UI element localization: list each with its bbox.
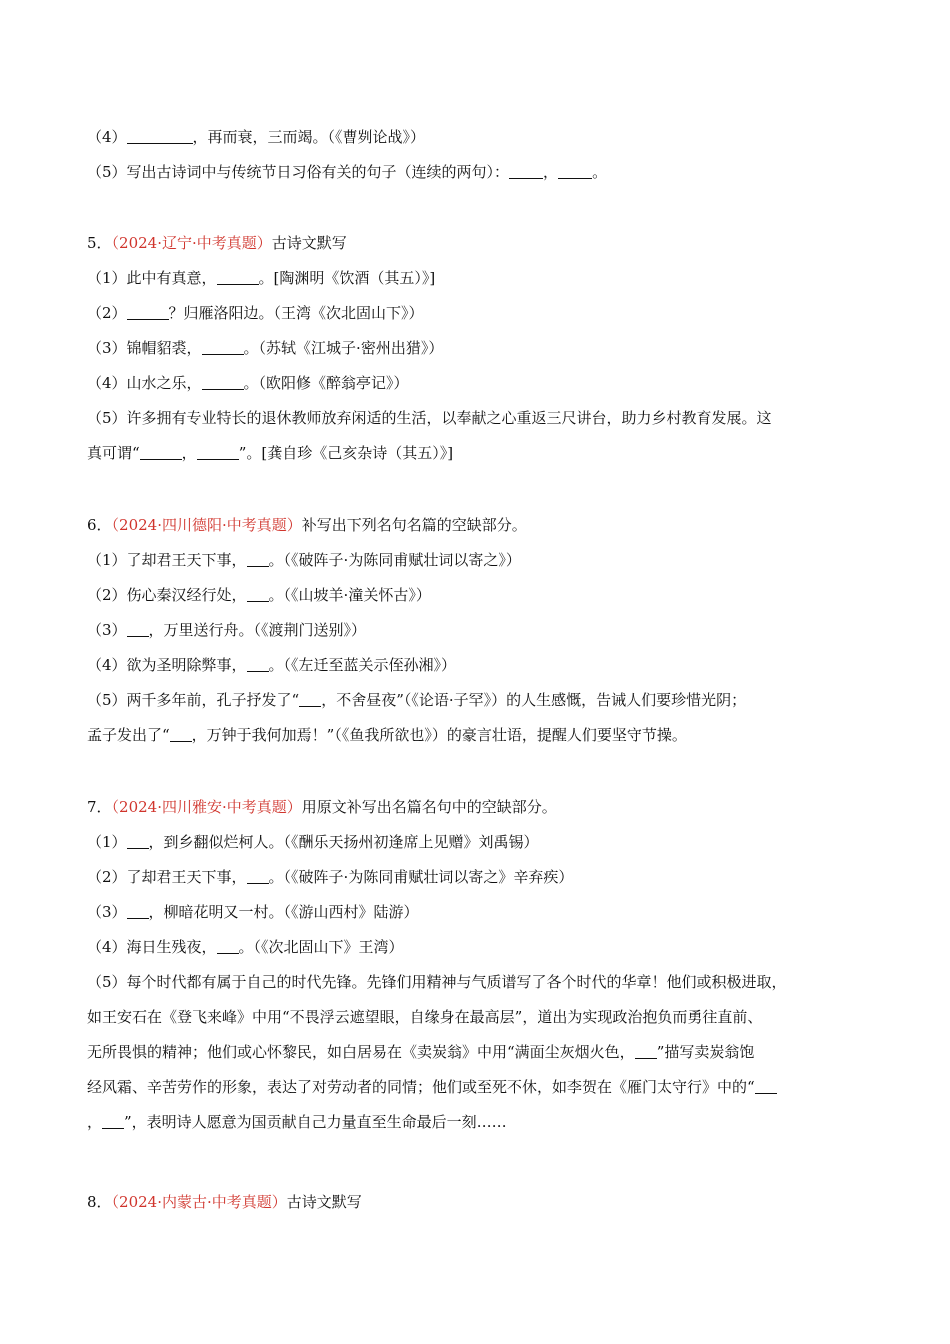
q5-item-5-text: （5）许多拥有专业特长的退休教师放弃闲适的生活，以奉献之心重返三尺讲台，助力乡村教育发展。这 — [87, 409, 772, 427]
q4-item-4-text-b: ，再而衰，三而竭。（《曹刿论战》） — [192, 128, 426, 146]
answer-blank[interactable] — [755, 1078, 777, 1095]
q5-item-2-text-b: ？归雁洛阳边。（王湾《次北固山下》） — [168, 304, 424, 322]
question-title: 古诗文默写 — [271, 234, 347, 252]
q7-item-5-text-5a: ， — [87, 1113, 103, 1131]
question-number: 8． — [87, 1193, 112, 1211]
answer-blank[interactable] — [247, 868, 269, 885]
answer-blank[interactable] — [127, 128, 193, 145]
answer-blank[interactable] — [102, 1113, 124, 1130]
q6-item-1-text-a: （1）了却君王天下事， — [87, 551, 247, 569]
answer-blank[interactable] — [140, 444, 182, 461]
q6-item-3 — [87, 613, 867, 648]
q6-item-2 — [87, 578, 867, 613]
q7-item-2 — [87, 860, 867, 895]
q7-item-5-text-3a: 无所畏惧的精神；他们或心怀黎民，如白居易在《卖炭翁》中用“满面尘灰烟火色， — [87, 1043, 635, 1061]
answer-blank[interactable] — [127, 304, 169, 321]
q5-item-4 — [87, 366, 867, 401]
answer-blank[interactable] — [635, 1043, 657, 1060]
q6-item-4-text-b: 。（《左迁至蓝关示侄孙湘》） — [268, 656, 457, 674]
q5-item-5-text-b: ， — [181, 444, 197, 462]
answer-blank[interactable] — [247, 551, 269, 568]
answer-blank[interactable] — [509, 163, 543, 180]
q5-item-2-text-a: （2） — [87, 304, 127, 322]
source-tag: （2024·四川德阳·中考真题） — [111, 516, 302, 534]
q7-item-5-text-2: 如王安石在《登飞来峰》中用“不畏浮云遮望眼，自缘身在最高层”，道出为实现政治抱负而勇往直前、 — [87, 1008, 763, 1026]
answer-blank[interactable] — [217, 269, 259, 286]
answer-blank[interactable] — [558, 163, 592, 180]
q7-item-5-line-4 — [87, 1070, 867, 1105]
q6-item-5-text-b: ，不舍昼夜”（《论语·子罕》）的人生感慨，告诫人们要珍惜光阴； — [321, 691, 747, 709]
q5-item-2 — [87, 296, 867, 331]
answer-blank[interactable] — [247, 586, 269, 603]
answer-blank[interactable] — [202, 339, 244, 356]
q4-item-5-text-b: ， — [543, 163, 559, 181]
answer-blank[interactable] — [127, 833, 149, 850]
question-number: 5． — [87, 234, 112, 252]
question-7 — [87, 790, 867, 1140]
q5-item-5 — [87, 401, 867, 436]
answer-blank[interactable] — [217, 938, 239, 955]
q6-item-2-text-b: 。（《山坡羊·潼关怀古》） — [268, 586, 431, 604]
q6-item-5-text-d: ，万钟于我何加焉！”（《鱼我所欲也》）的豪言壮语，提醒人们要坚守节操。 — [191, 726, 687, 744]
q7-item-2-text-a: （2）了却君王天下事， — [87, 868, 247, 886]
q7-item-4 — [87, 930, 867, 965]
q6-item-5-text-c: 孟子发出了“ — [87, 726, 170, 744]
q5-item-3-text-a: （3）锦帽貂裘， — [87, 339, 202, 357]
q5-item-3 — [87, 331, 867, 366]
q7-item-3 — [87, 895, 867, 930]
q4-item-4-text-a: （4） — [87, 128, 127, 146]
q6-item-4 — [87, 648, 867, 683]
q5-item-5-text-c: ”。[龚自珍《己亥杂诗（其五）》] — [238, 444, 454, 462]
q7-item-1 — [87, 825, 867, 860]
answer-blank[interactable] — [247, 656, 269, 673]
q7-item-5-text-1: （5）每个时代都有属于自己的时代先锋。先锋们用精神与气质谱写了各个时代的华章！他们或积极进取， — [87, 973, 787, 991]
answer-blank[interactable] — [170, 726, 192, 743]
q7-item-5 — [87, 965, 867, 1000]
answer-blank[interactable] — [127, 621, 149, 638]
q7-item-5-line-3 — [87, 1035, 867, 1070]
q6-item-5-text-a: （5）两千多年前，孔子抒发了“ — [87, 691, 300, 709]
q5-item-4-text-b: 。（欧阳修《醉翁亭记》） — [243, 374, 409, 392]
answer-blank[interactable] — [202, 374, 244, 391]
q7-item-5-line-2 — [87, 1000, 867, 1035]
q6-item-1 — [87, 543, 867, 578]
q6-item-4-text-a: （4）欲为圣明除弊事， — [87, 656, 247, 674]
q7-item-1-text-a: （1） — [87, 833, 127, 851]
q7-header — [87, 790, 867, 825]
q6-header — [87, 508, 867, 543]
q6-item-5-cont — [87, 718, 867, 753]
source-tag: （2024·四川雅安·中考真题） — [111, 798, 302, 816]
q7-item-5-text-5b: ”，表明诗人愿意为国贡献自己力量直至生命最后一刻…… — [124, 1113, 507, 1131]
q4-item-5-text-a: （5）写出古诗词中与传统节日习俗有关的句子（连续的两句）： — [87, 163, 510, 181]
q6-item-2-text-a: （2）伤心秦汉经行处， — [87, 586, 247, 604]
question-title: 古诗文默写 — [286, 1193, 362, 1211]
q5-item-5-cont — [87, 436, 867, 471]
q7-item-1-text-b: ，到乡翻似烂柯人。（《酬乐天扬州初逢席上见赠》刘禹锡） — [148, 833, 539, 851]
q7-item-4-text-a: （4）海日生残夜， — [87, 938, 217, 956]
answer-blank[interactable] — [197, 444, 239, 461]
q7-item-2-text-b: 。（《破阵子·为陈同甫赋壮词以寄之》辛弃疾） — [268, 868, 574, 886]
q5-item-3-text-b: 。（苏轼《江城子·密州出猎》） — [243, 339, 444, 357]
question-title: 用原文补写出名篇名句中的空缺部分。 — [301, 798, 557, 816]
q7-item-4-text-b: 。（《次北固山下》王湾） — [238, 938, 404, 956]
q5-item-1-text-a: （1）此中有真意， — [87, 269, 217, 287]
question-8 — [87, 1185, 867, 1220]
question-4-continued — [87, 120, 867, 190]
source-tag: （2024·辽宁·中考真题） — [111, 234, 272, 252]
q7-item-5-text-4a: 经风霜、辛苦劳作的形象，表达了对劳动者的同情；他们或至死不休，如李贺在《雁门太守行》中的“ — [87, 1078, 755, 1096]
question-5 — [87, 226, 867, 471]
answer-blank[interactable] — [299, 691, 321, 708]
q5-item-1 — [87, 261, 867, 296]
q7-item-3-text-b: ，柳暗花明又一村。（《游山西村》陆游） — [148, 903, 419, 921]
q7-item-5-text-3b: ”描写卖炭翁饱 — [656, 1043, 755, 1061]
source-tag: （2024·内蒙古·中考真题） — [111, 1193, 287, 1211]
question-number: 7． — [87, 798, 112, 816]
question-6 — [87, 508, 867, 753]
q7-item-5-line-5 — [87, 1105, 867, 1140]
q6-item-5 — [87, 683, 867, 718]
q5-item-4-text-a: （4）山水之乐， — [87, 374, 202, 392]
q4-item-5-text-c: 。 — [592, 163, 608, 181]
q5-item-5-text-a: 真可谓“ — [87, 444, 140, 462]
q5-header — [87, 226, 867, 261]
q4-item-4 — [87, 120, 867, 155]
q7-item-3-text-a: （3） — [87, 903, 127, 921]
question-number: 6． — [87, 516, 112, 534]
question-title: 补写出下列名句名篇的空缺部分。 — [301, 516, 527, 534]
q5-item-1-text-b: 。[陶渊明《饮酒（其五）》] — [258, 269, 436, 287]
q8-header — [87, 1185, 867, 1220]
q6-item-1-text-b: 。（《破阵子·为陈同甫赋壮词以寄之》） — [268, 551, 521, 569]
answer-blank[interactable] — [127, 903, 149, 920]
q6-item-3-text-a: （3） — [87, 621, 127, 639]
q4-item-5 — [87, 155, 867, 190]
q6-item-3-text-b: ，万里送行舟。（《渡荆门送别》） — [148, 621, 367, 639]
